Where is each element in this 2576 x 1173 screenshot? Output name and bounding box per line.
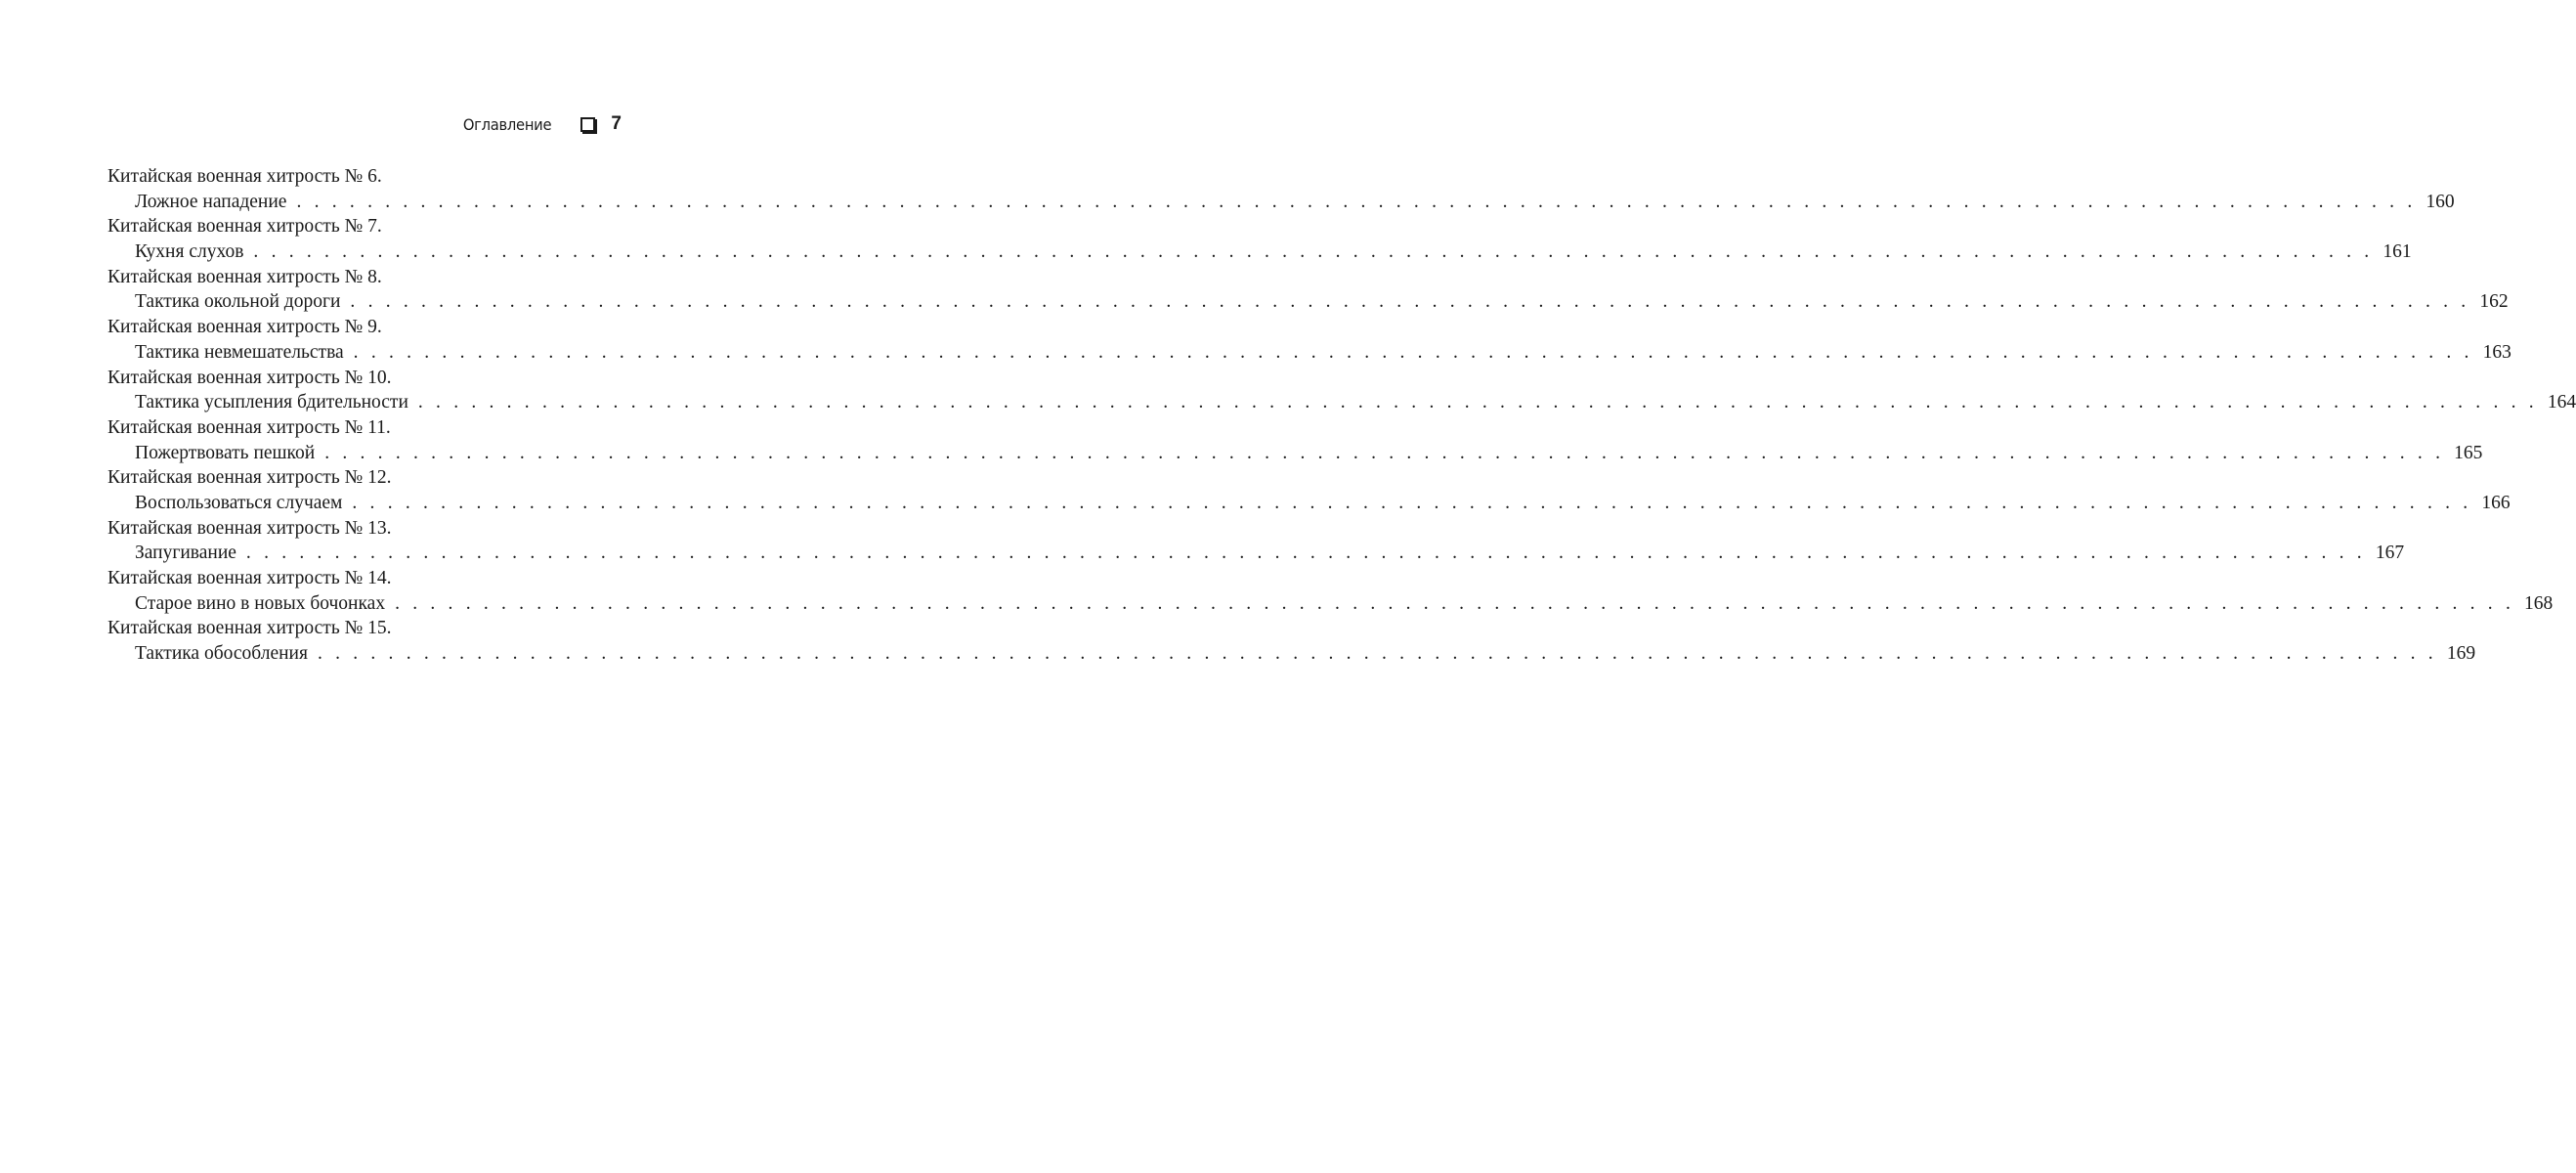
dot-leader: . . . . . . . . . . . . . . . . . . . . . . . . . . . . . . . . . . . . . . . . . . . . . . . . . . . . . . . . . . . . . . . . . . . . . . . . . . . . . . . . . . . . . . . . . . . . . . . . . . . . . . . . . . . . . . . . . . . . . . . . xyxy=(296,191,2417,212)
toc-chapter-heading: Китайская военная хитрость № 12. xyxy=(107,467,392,489)
page-number: 7 xyxy=(611,113,622,134)
toc-entry-title: Ложное нападение xyxy=(135,191,287,212)
table-of-contents xyxy=(107,164,2576,667)
toc-chapter-heading: Китайская военная хитрость № 8. xyxy=(107,266,382,287)
toc-entry-page-number: 166 xyxy=(2481,492,2511,513)
toc-entry xyxy=(107,239,2412,265)
toc-chapter-heading: Китайская военная хитрость № 6. xyxy=(107,166,382,187)
running-header xyxy=(455,113,622,135)
toc-chapter-heading: Китайская военная хитрость № 9. xyxy=(107,317,382,338)
toc-entry xyxy=(107,390,2576,415)
toc-entry-page-number: 164 xyxy=(2547,392,2576,413)
toc-entry xyxy=(107,591,2554,617)
toc-entry-page-number: 162 xyxy=(2479,291,2509,313)
toc-entry-title: Запугивание xyxy=(135,543,236,564)
toc-entry-title: Тактика окольной дороги xyxy=(135,291,341,313)
toc-entry xyxy=(107,441,2483,466)
toc-entry-title: Кухня слухов xyxy=(135,241,244,263)
dot-leader: . . . . . . . . . . . . . . . . . . . . . . . . . . . . . . . . . . . . . . . . . . . . . . . . . . . . . . . . . . . . . . . . . . . . . . . . . . . . . . . . . . . . . . . . . . . . . . . . . . . . . . . . . . . . . . . . . . . . . . . . xyxy=(352,492,2472,513)
toc-entry-title: Тактика обособления xyxy=(135,643,308,665)
dot-leader: . . . . . . . . . . . . . . . . . . . . . . . . . . . . . . . . . . . . . . . . . . . . . . . . . . . . . . . . . . . . . . . . . . . . . . . . . . . . . . . . . . . . . . . . . . . . . . . . . . . . . . . . . . . . . . . . . . . . . . . . xyxy=(253,241,2374,263)
toc-entry-title: Воспользоваться случаем xyxy=(135,492,343,513)
toc-entry-page-number: 160 xyxy=(2426,191,2455,212)
toc-chapter-heading: Китайская военная хитрость № 15. xyxy=(107,618,392,639)
dot-leader: . . . . . . . . . . . . . . . . . . . . . . . . . . . . . . . . . . . . . . . . . . . . . . . . . . . . . . . . . . . . . . . . . . . . . . . . . . . . . . . . . . . . . . . . . . . . . . . . . . . . . . . . . . . . . . . . . . . . . . . . xyxy=(317,643,2437,665)
toc-entry-page-number: 163 xyxy=(2482,341,2512,363)
toc-entry xyxy=(107,491,2511,516)
toc-chapter-heading: Китайская военная хитрость № 10. xyxy=(107,367,392,388)
square-bullet-icon xyxy=(580,117,595,132)
toc-entry-title: Тактика усыпления бдительности xyxy=(135,392,408,413)
dot-leader: . . . . . . . . . . . . . . . . . . . . . . . . . . . . . . . . . . . . . . . . . . . . . . . . . . . . . . . . . . . . . . . . . . . . . . . . . . . . . . . . . . . . . . . . . . . . . . . . . . . . . . . . . . . . . . . . . . . . . . . . xyxy=(245,543,2366,564)
dot-leader: . . . . . . . . . . . . . . . . . . . . . . . . . . . . . . . . . . . . . . . . . . . . . . . . . . . . . . . . . . . . . . . . . . . . . . . . . . . . . . . . . . . . . . . . . . . . . . . . . . . . . . . . . . . . . . . . . . . . . . . . xyxy=(395,592,2515,614)
toc-chapter-heading: Китайская военная хитрость № 14. xyxy=(107,568,392,588)
toc-entry xyxy=(107,190,2455,215)
toc-entry xyxy=(107,289,2509,315)
toc-entry-page-number: 161 xyxy=(2383,241,2412,263)
dot-leader: . . . . . . . . . . . . . . . . . . . . . . . . . . . . . . . . . . . . . . . . . . . . . . . . . . . . . . . . . . . . . . . . . . . . . . . . . . . . . . . . . . . . . . . . . . . . . . . . . . . . . . . . . . . . . . . . . . . . . . . . xyxy=(324,442,2445,463)
toc-chapter-heading: Китайская военная хитрость № 11. xyxy=(107,416,391,438)
toc-entry-page-number: 169 xyxy=(2446,643,2476,665)
toc-chapter-heading: Китайская военная хитрость № 7. xyxy=(107,216,382,238)
toc-entry xyxy=(107,541,2405,566)
toc-chapter-heading: Китайская военная хитрость № 13. xyxy=(107,517,392,539)
toc-entry-page-number: 165 xyxy=(2454,442,2483,463)
toc-entry xyxy=(107,641,2476,667)
running-header-title: Оглавление xyxy=(463,114,552,134)
toc-entry-page-number: 167 xyxy=(2375,543,2405,564)
toc-entry-title: Старое вино в новых бочонках xyxy=(135,592,386,614)
toc-entry-page-number: 168 xyxy=(2524,592,2554,614)
dot-leader: . . . . . . . . . . . . . . . . . . . . . . . . . . . . . . . . . . . . . . . . . . . . . . . . . . . . . . . . . . . . . . . . . . . . . . . . . . . . . . . . . . . . . . . . . . . . . . . . . . . . . . . . . . . . . . . . . . . . . . . . xyxy=(350,291,2470,313)
dot-leader: . . . . . . . . . . . . . . . . . . . . . . . . . . . . . . . . . . . . . . . . . . . . . . . . . . . . . . . . . . . . . . . . . . . . . . . . . . . . . . . . . . . . . . . . . . . . . . . . . . . . . . . . . . . . . . . . . . . . . . . . xyxy=(353,341,2473,363)
dot-leader: . . . . . . . . . . . . . . . . . . . . . . . . . . . . . . . . . . . . . . . . . . . . . . . . . . . . . . . . . . . . . . . . . . . . . . . . . . . . . . . . . . . . . . . . . . . . . . . . . . . . . . . . . . . . . . . . . . . . . . . . xyxy=(417,392,2538,413)
toc-entry-title: Пожертвовать пешкой xyxy=(135,442,316,463)
toc-entry-title: Тактика невмешательства xyxy=(135,341,344,363)
toc-entry xyxy=(107,340,2512,366)
